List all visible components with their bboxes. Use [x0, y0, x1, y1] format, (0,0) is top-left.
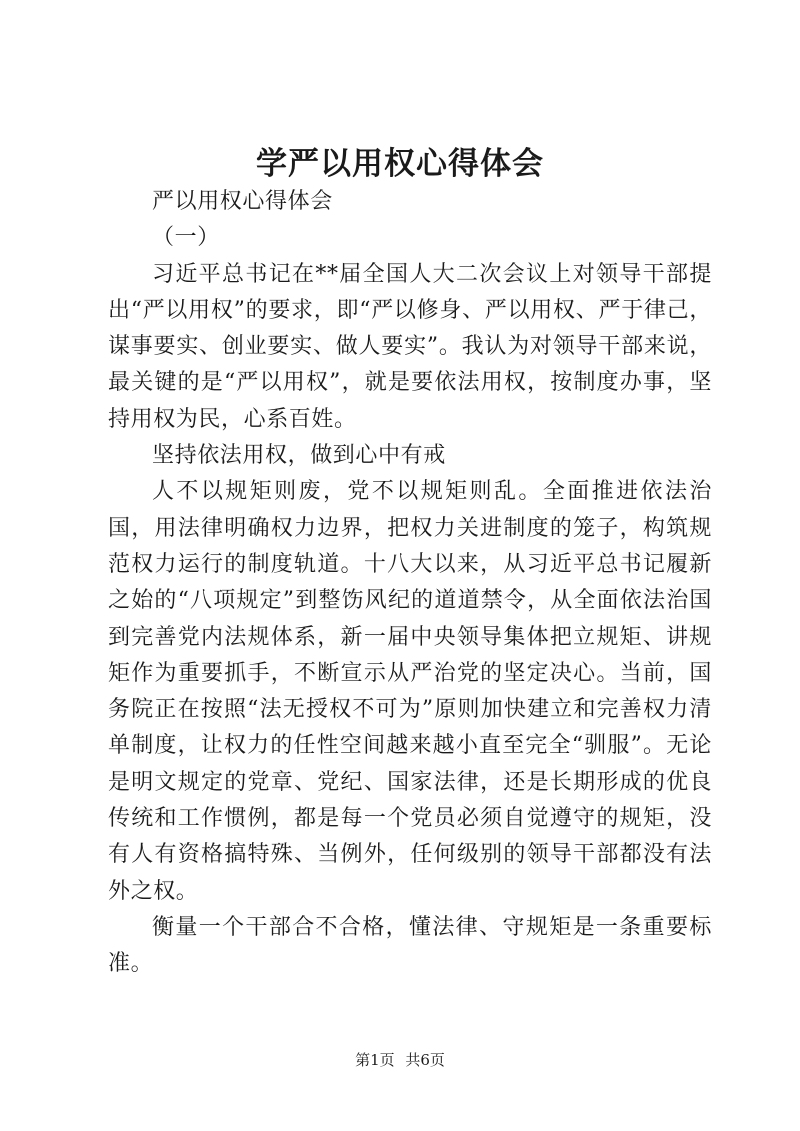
page-footer — [0, 1050, 800, 1070]
paragraph-heading: 坚持依法用权，做到心中有戒 — [152, 443, 446, 469]
page-total: 共6页 — [405, 1051, 445, 1069]
paragraph-intro: 习近平总书记在**届全国人大二次会议上对领导干部提出“严以用权”的要求，即“严以修身、严以用权、严于律己，谋事要实、创业要实、做人要实”。我认为对领导干部来说，最关键的是“严以用权”，就是要依法用权，按制度办事，坚持用权为民，心系百姓。 — [108, 261, 712, 432]
document-body — [108, 184, 712, 983]
paragraph-body: 人不以规矩则废，党不以规矩则乱。全面推进依法治国，用法律明确权力边界，把权力关进制度的笼子，构筑规范权力运行的制度轨道。十八大以来，从习近平总书记履新之始的“八项规定”到整饬风纪的道道禁令，从全面依法治国到完善党内法规体系，新一届中央领导集体把立规矩、讲规矩作为重要抓手，不断宣示从严治党的坚定决心。当前，国务院正在按照“法无授权不可为”原则加快建立和完善权力清单制度，让权力的任性空间越来越小直至完全“驯服”。无论是明文规定的党章、党纪、国家法律，还是长期形成的优良传统和工作惯例，都是每一个党员必须自觉遵守的规矩，没有人有资格搞特殊、当例外，任何级别的领导干部都没有法外之权。 — [108, 479, 712, 904]
paragraph-subtitle: 严以用权心得体会 — [152, 189, 333, 214]
paragraph-section-number: （一） — [152, 225, 220, 251]
page-number: 第1页 — [355, 1051, 395, 1069]
document-title: 学严以用权心得体会 — [256, 146, 544, 182]
paragraph-conclusion: 衡量一个干部合不合格，懂法律、守规矩是一条重要标准。 — [108, 914, 712, 977]
